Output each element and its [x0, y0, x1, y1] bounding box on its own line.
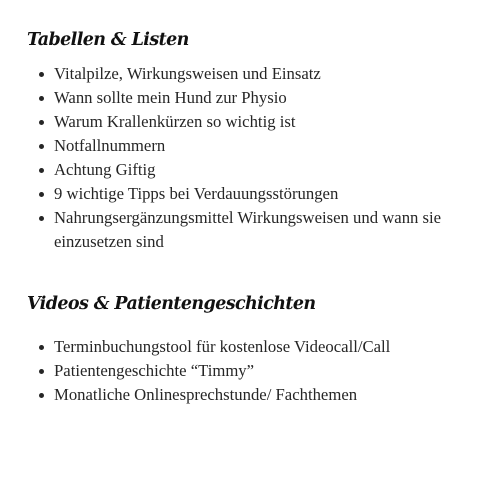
list-item-krallenkuerzen[interactable] [27, 110, 487, 134]
bullet-icon [39, 120, 44, 125]
list-item-notfallnummern[interactable] [27, 134, 487, 158]
bullet-icon [39, 72, 44, 77]
bullet-icon [39, 192, 44, 197]
link-timmy[interactable]: Patientengeschichte “Timmy” [54, 361, 255, 380]
link-nahrungsergaenzungsmittel[interactable]: Nahrungsergänzungsmittel Wirkungsweisen und wann sie einzusetzen sind [54, 208, 442, 251]
bullet-icon [39, 369, 44, 374]
link-onlinesprechstunde[interactable]: Monatliche Onlinesprechstunde/ Fachthemen [54, 385, 358, 404]
bullet-icon [39, 393, 44, 398]
list-item-achtung-giftig[interactable] [27, 158, 487, 182]
tables-lists-list [27, 62, 487, 254]
bullet-icon [39, 168, 44, 173]
bullet-icon [39, 96, 44, 101]
list-item-timmy[interactable] [27, 359, 487, 383]
link-vitalpilze[interactable]: Vitalpilze, Wirkungsweisen und Einsatz [54, 64, 321, 83]
link-terminbuchung[interactable]: Terminbuchungstool für kostenlose Videocall/Call [54, 337, 391, 356]
section-tables-lists [27, 28, 487, 254]
section-heading-tables-lists: Tabellen & Listen [27, 30, 189, 50]
section-heading-videos: Videos & Patientengeschichten [27, 294, 316, 314]
link-physio[interactable]: Wann sollte mein Hund zur Physio [54, 88, 287, 107]
list-item-physio[interactable] [27, 86, 487, 110]
list-item-verdauungsstoerungen[interactable] [27, 182, 487, 206]
bullet-icon [39, 345, 44, 350]
videos-list [27, 335, 487, 407]
link-achtung-giftig[interactable]: Achtung Giftig [54, 160, 156, 179]
bullet-icon [39, 216, 44, 221]
bullet-icon [39, 144, 44, 149]
section-videos-patientengeschichten [27, 292, 487, 407]
link-notfallnummern[interactable]: Notfallnummern [54, 136, 166, 155]
list-item-terminbuchung[interactable] [27, 335, 487, 359]
link-verdauungsstoerungen[interactable]: 9 wichtige Tipps bei Verdauungsstörungen [54, 184, 339, 203]
list-item-vitalpilze[interactable] [27, 62, 487, 86]
list-item-onlinesprechstunde[interactable] [27, 383, 487, 407]
list-item-nahrungsergaenzungsmittel[interactable] [27, 206, 487, 254]
link-krallenkuerzen[interactable]: Warum Krallenkürzen so wichtig ist [54, 112, 296, 131]
